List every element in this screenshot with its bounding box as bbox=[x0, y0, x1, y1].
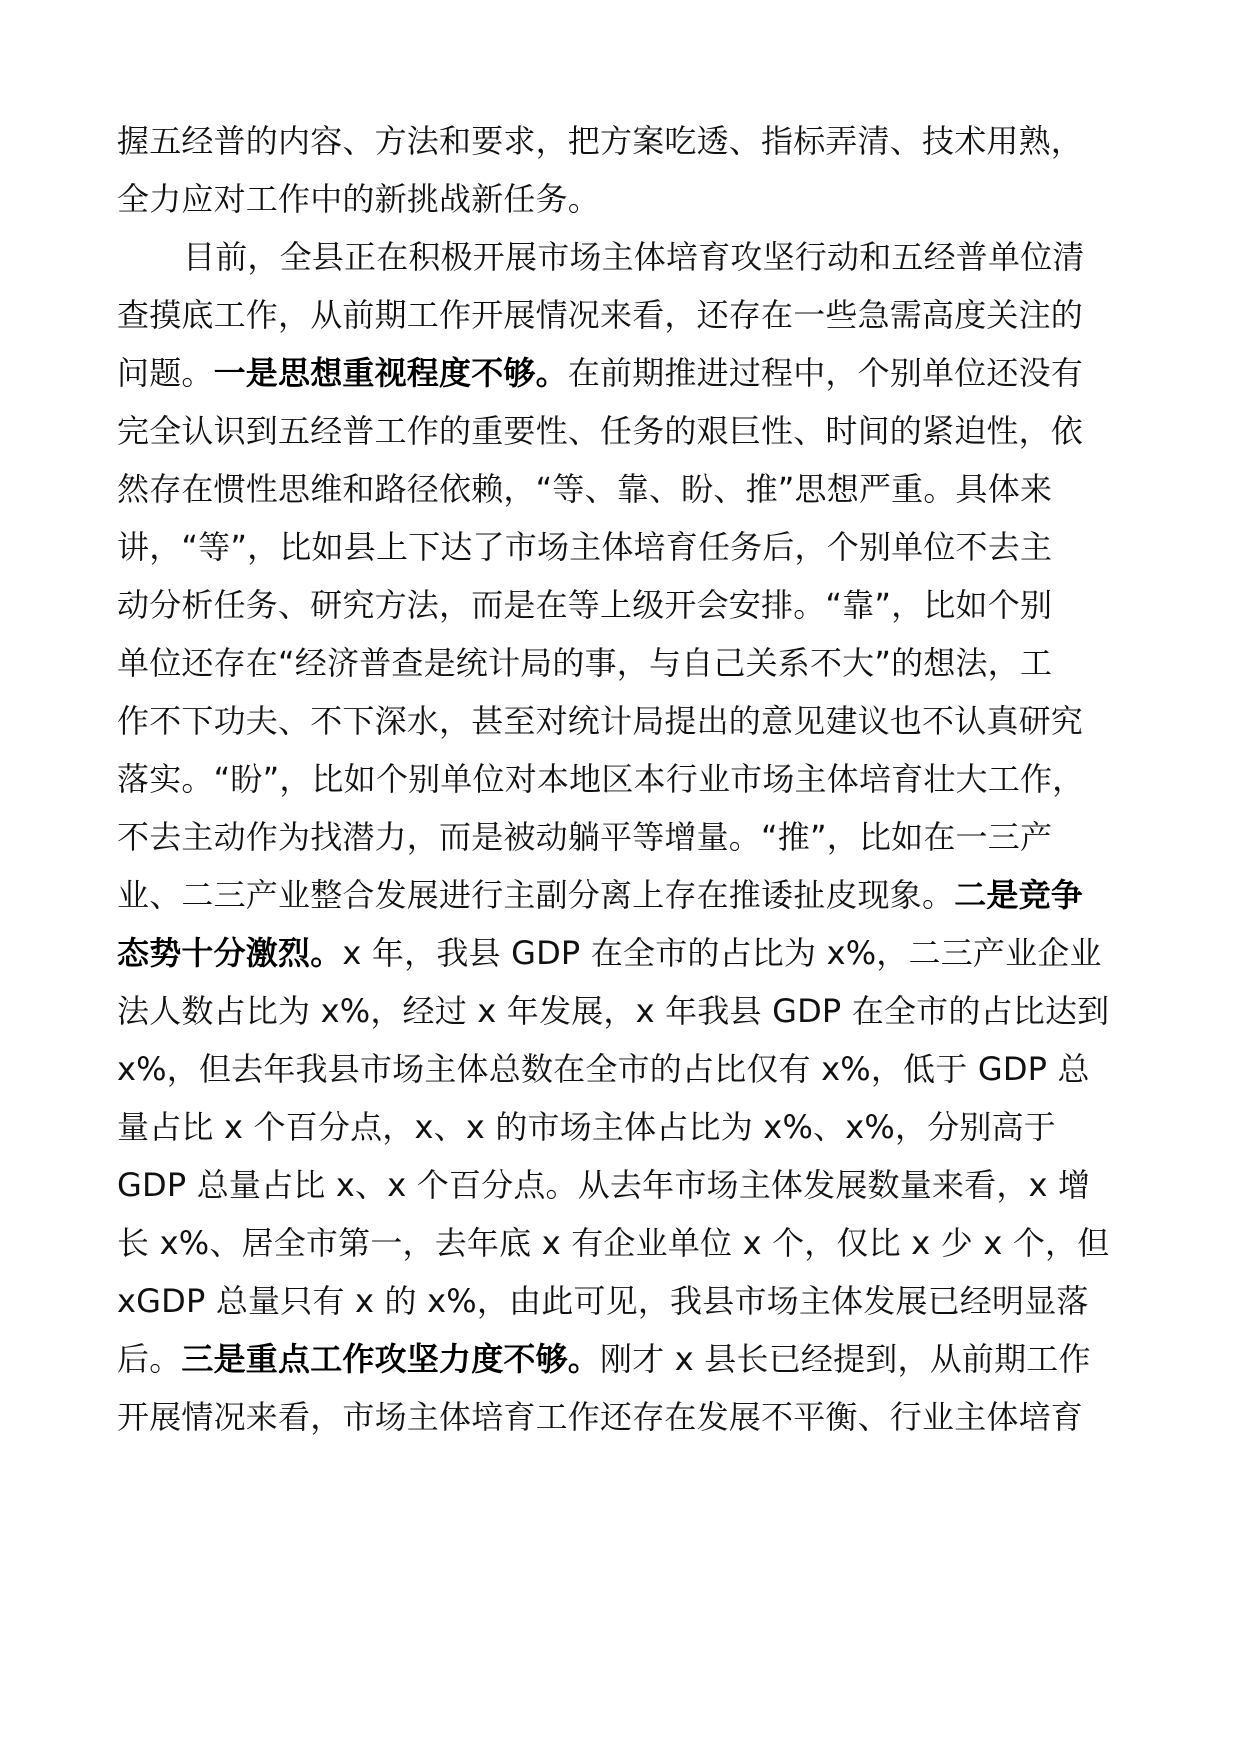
text-segment: 法人数占比为 x%，经过 x 年发展，x 年我县 GDP 在全市的占比达到 bbox=[117, 992, 1110, 1030]
text-segment: x%，但去年我县市场主体总数在全市的占比仅有 x%，低于 GDP 总 bbox=[117, 1050, 1090, 1088]
text-segment: 开展情况来看，市场主体培育工作还存在发展不平衡、行业主体培育 bbox=[117, 1398, 1084, 1436]
text-line bbox=[117, 469, 1052, 509]
text-segment: x 年，我县 GDP 在全市的占比为 x%，二三产业企业 bbox=[342, 934, 1102, 972]
text-segment: xGDP 总量只有 x 的 x%，由此可见，我县市场主体发展已经明显落 bbox=[117, 1282, 1089, 1320]
text-line bbox=[117, 295, 1083, 335]
text-line bbox=[117, 1049, 1090, 1089]
text-line bbox=[117, 353, 1083, 393]
text-segment: 讲，“等”，比如县上下达了市场主体培育任务后，个别单位不去主 bbox=[117, 528, 1053, 566]
text-segment: 握五经普的内容、方法和要求，把方案吃透、指标弄清、技术用熟， bbox=[117, 122, 1084, 160]
text-segment: GDP 总量占比 x、x 个百分点。从去年市场主体发展数量来看，x 增 bbox=[117, 1166, 1091, 1204]
text-line bbox=[117, 643, 1052, 683]
text-segment: 完全认识到五经普工作的重要性、任务的艰巨性、时间的紧迫性，依 bbox=[117, 412, 1084, 450]
text-line bbox=[117, 817, 1052, 857]
bold-heading-three: 三是重点工作攻坚力度不够。 bbox=[181, 1340, 601, 1378]
text-segment: 目前，全县正在积极开展市场主体培育攻坚行动和五经普单位清 bbox=[183, 238, 1085, 276]
text-segment: 作不下功夫、不下深水，甚至对统计局提出的意见建议也不认真研究 bbox=[117, 702, 1084, 740]
text-line bbox=[117, 1281, 1089, 1321]
text-line bbox=[117, 1223, 1109, 1263]
text-segment: 刚才 x 县长已经提到，从前期工作 bbox=[600, 1340, 1091, 1378]
text-line bbox=[117, 1397, 1083, 1437]
bold-heading-one: 一是思想重视程度不够。 bbox=[213, 354, 568, 392]
text-segment: 不去主动作为找潜力，而是被动躺平等增量。“推”，比如在一三产 bbox=[117, 818, 1053, 856]
text-line bbox=[117, 1107, 1056, 1147]
text-segment: 落实。“盼”，比如个别单位对本地区本行业市场主体培育壮大工作， bbox=[117, 760, 1085, 798]
text-segment: 问题。 bbox=[117, 354, 214, 392]
text-line bbox=[117, 179, 600, 219]
bold-heading-two: 二是竞争 bbox=[954, 876, 1084, 914]
text-line bbox=[117, 701, 1083, 741]
text-segment: 在前期推进过程中，个别单位还没有 bbox=[567, 354, 1084, 392]
text-segment: 业、二三产业整合发展进行主副分离上存在推诿扯皮现象。 bbox=[117, 876, 955, 914]
text-line bbox=[117, 759, 1084, 799]
text-segment: 然存在惯性思维和路径依赖，“等、靠、盼、推”思想严重。具体来 bbox=[117, 470, 1053, 508]
text-line bbox=[117, 1165, 1090, 1205]
text-line bbox=[117, 585, 1052, 625]
bold-heading-two-continued: 态势十分激烈。 bbox=[117, 934, 343, 972]
text-line bbox=[117, 1339, 1091, 1379]
text-segment: 量占比 x 个百分点，x、x 的市场主体占比为 x%、x%，分别高于 bbox=[117, 1108, 1056, 1146]
text-line bbox=[117, 411, 1083, 451]
text-segment: 全力应对工作中的新挑战新任务。 bbox=[117, 180, 601, 218]
text-segment: 动分析任务、研究方法，而是在等上级开会安排。“靠”，比如个别 bbox=[117, 586, 1053, 624]
text-line bbox=[117, 991, 1109, 1031]
text-segment: 单位还存在“经济普查是统计局的事，与自己关系不大”的想法，工 bbox=[117, 644, 1053, 682]
text-line bbox=[117, 121, 1083, 161]
text-line bbox=[117, 875, 1083, 915]
text-line bbox=[117, 527, 1052, 567]
text-line bbox=[117, 933, 1102, 973]
text-segment: 查摸底工作，从前期工作开展情况来看，还存在一些急需高度关注的 bbox=[117, 296, 1084, 334]
paragraph-first-line bbox=[183, 237, 1085, 277]
text-segment: 后。 bbox=[117, 1340, 182, 1378]
text-segment: 长 x%、居全市第一，去年底 x 有企业单位 x 个，仅比 x 少 x 个，但 bbox=[117, 1224, 1110, 1262]
